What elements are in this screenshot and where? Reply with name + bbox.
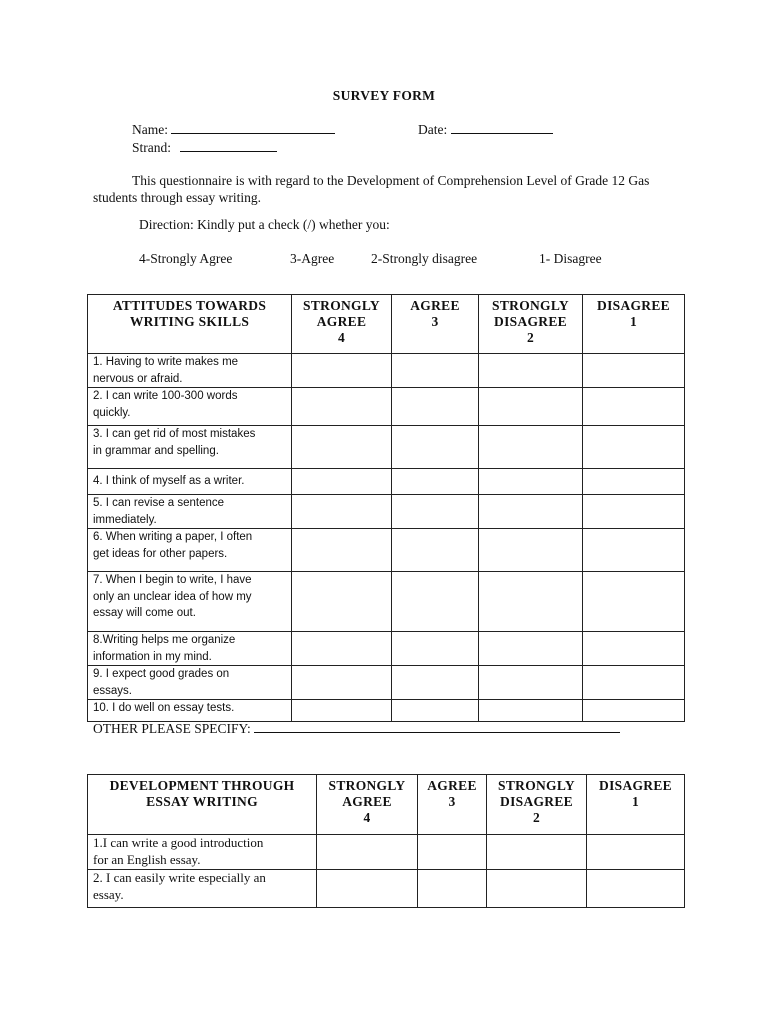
check-cell-q10-disagree[interactable] (583, 700, 685, 722)
check-cell-q9-strongly-agree[interactable] (292, 666, 392, 700)
table-row (88, 529, 685, 572)
check-cell-q6-disagree[interactable] (583, 529, 685, 572)
check-cell-d1-agree[interactable] (418, 835, 487, 870)
intro-text: This questionnaire is with regard to the Development of Comprehension Level of Grade 12 Gas students through essay writing. (93, 173, 650, 205)
question-2: 2. I can write 100-300 words quickly. (88, 388, 292, 426)
check-cell-q7-disagree[interactable] (583, 572, 685, 632)
check-cell-q8-strongly-agree[interactable] (292, 632, 392, 666)
check-cell-q4-disagree[interactable] (583, 469, 685, 495)
table-row (88, 469, 685, 495)
table-row (88, 388, 685, 426)
question-3: 3. I can get rid of most mistakes in grammar and spelling. (88, 426, 292, 469)
question-5: 5. I can revise a sentence immediately. (88, 495, 292, 529)
check-cell-q7-strongly-disagree[interactable] (479, 572, 583, 632)
header-strongly-agree: STRONGLY AGREE 4 (292, 295, 392, 354)
check-cell-d2-strongly-disagree[interactable] (487, 870, 587, 908)
check-cell-q2-agree[interactable] (392, 388, 479, 426)
check-cell-q4-agree[interactable] (392, 469, 479, 495)
header-strongly-agree: STRONGLY AGREE 4 (317, 775, 418, 835)
check-cell-q6-strongly-disagree[interactable] (479, 529, 583, 572)
check-cell-q6-strongly-agree[interactable] (292, 529, 392, 572)
direction-text: Direction: Kindly put a check (/) whether you: (139, 217, 390, 232)
name-field[interactable] (132, 121, 335, 138)
question-8: 8.Writing helps me organize information in my mind. (88, 632, 292, 666)
header-strongly-disagree: STRONGLY DISAGREE 2 (479, 295, 583, 354)
check-cell-q10-agree[interactable] (392, 700, 479, 722)
check-cell-q10-strongly-agree[interactable] (292, 700, 392, 722)
header-agree: AGREE 3 (418, 775, 487, 835)
table-row (88, 666, 685, 700)
check-cell-q1-disagree[interactable] (583, 354, 685, 388)
other-specify-label: OTHER PLEASE SPECIFY: (93, 721, 251, 736)
check-cell-q2-strongly-agree[interactable] (292, 388, 392, 426)
check-cell-q2-disagree[interactable] (583, 388, 685, 426)
check-cell-q2-strongly-disagree[interactable] (479, 388, 583, 426)
date-blank-line[interactable] (451, 121, 553, 134)
check-cell-q9-disagree[interactable] (583, 666, 685, 700)
name-blank-line[interactable] (171, 121, 335, 134)
check-cell-d1-strongly-agree[interactable] (317, 835, 418, 870)
check-cell-q3-disagree[interactable] (583, 426, 685, 469)
strand-blank-line[interactable] (180, 139, 277, 152)
table-row (88, 700, 685, 722)
check-cell-d2-strongly-agree[interactable] (317, 870, 418, 908)
question-1: 1. Having to write makes me nervous or afraid. (88, 354, 292, 388)
table-header-row (88, 775, 685, 835)
check-cell-q6-agree[interactable] (392, 529, 479, 572)
form-title: SURVEY FORM (332, 88, 436, 103)
check-cell-d2-disagree[interactable] (587, 870, 685, 908)
check-cell-d1-strongly-disagree[interactable] (487, 835, 587, 870)
check-cell-d2-agree[interactable] (418, 870, 487, 908)
check-cell-d1-disagree[interactable] (587, 835, 685, 870)
question-9: 9. I expect good grades on essays. (88, 666, 292, 700)
development-table (87, 774, 685, 908)
strand-label: Strand: (132, 140, 171, 155)
dev-question-2: 2. I can easily write especially an essay. (88, 870, 317, 908)
header-attitudes: ATTITUDES TOWARDS WRITING SKILLS (88, 295, 292, 354)
check-cell-q8-strongly-disagree[interactable] (479, 632, 583, 666)
table-header-row (88, 295, 685, 354)
check-cell-q5-strongly-agree[interactable] (292, 495, 392, 529)
attitudes-table (87, 294, 685, 722)
check-cell-q4-strongly-disagree[interactable] (479, 469, 583, 495)
check-cell-q1-strongly-agree[interactable] (292, 354, 392, 388)
check-cell-q10-strongly-disagree[interactable] (479, 700, 583, 722)
check-cell-q5-strongly-disagree[interactable] (479, 495, 583, 529)
check-cell-q7-agree[interactable] (392, 572, 479, 632)
question-4: 4. I think of myself as a writer. (88, 469, 292, 495)
header-development: DEVELOPMENT THROUGH ESSAY WRITING (88, 775, 317, 835)
check-cell-q1-strongly-disagree[interactable] (479, 354, 583, 388)
check-cell-q3-agree[interactable] (392, 426, 479, 469)
table-row (88, 426, 685, 469)
question-7: 7. When I begin to write, I have only an unclear idea of how my essay will come out. (88, 572, 292, 632)
question-10: 10. I do well on essay tests. (88, 700, 292, 722)
table-row (88, 354, 685, 388)
date-label: Date: (418, 122, 448, 137)
table-row (88, 572, 685, 632)
question-6: 6. When writing a paper, I often get ideas for other papers. (88, 529, 292, 572)
other-specify-field[interactable] (93, 720, 620, 737)
check-cell-q3-strongly-agree[interactable] (292, 426, 392, 469)
table-row (88, 632, 685, 666)
table-row (88, 495, 685, 529)
intro-paragraph (93, 172, 653, 206)
header-disagree: DISAGREE 1 (583, 295, 685, 354)
check-cell-q4-strongly-agree[interactable] (292, 469, 392, 495)
check-cell-q7-strongly-agree[interactable] (292, 572, 392, 632)
check-cell-q9-strongly-disagree[interactable] (479, 666, 583, 700)
strand-field[interactable] (132, 139, 277, 156)
scale-item-3: 3-Agree (290, 251, 335, 266)
scale-item-1: 1- Disagree (539, 251, 602, 266)
scale-item-4: 4-Strongly Agree (139, 251, 233, 266)
header-strongly-disagree: STRONGLY DISAGREE 2 (487, 775, 587, 835)
name-label: Name: (132, 122, 168, 137)
check-cell-q9-agree[interactable] (392, 666, 479, 700)
header-agree: AGREE 3 (392, 295, 479, 354)
check-cell-q1-agree[interactable] (392, 354, 479, 388)
dev-question-1: 1.I can write a good introduction for an English essay. (88, 835, 317, 870)
date-field[interactable] (418, 121, 553, 138)
check-cell-q8-disagree[interactable] (583, 632, 685, 666)
header-disagree: DISAGREE 1 (587, 775, 685, 835)
check-cell-q5-agree[interactable] (392, 495, 479, 529)
table-row (88, 870, 685, 908)
scale-item-2: 2-Strongly disagree (371, 251, 478, 266)
check-cell-q5-disagree[interactable] (583, 495, 685, 529)
check-cell-q8-agree[interactable] (392, 632, 479, 666)
table-row (88, 835, 685, 870)
check-cell-q3-strongly-disagree[interactable] (479, 426, 583, 469)
other-specify-blank-line[interactable] (254, 720, 620, 733)
